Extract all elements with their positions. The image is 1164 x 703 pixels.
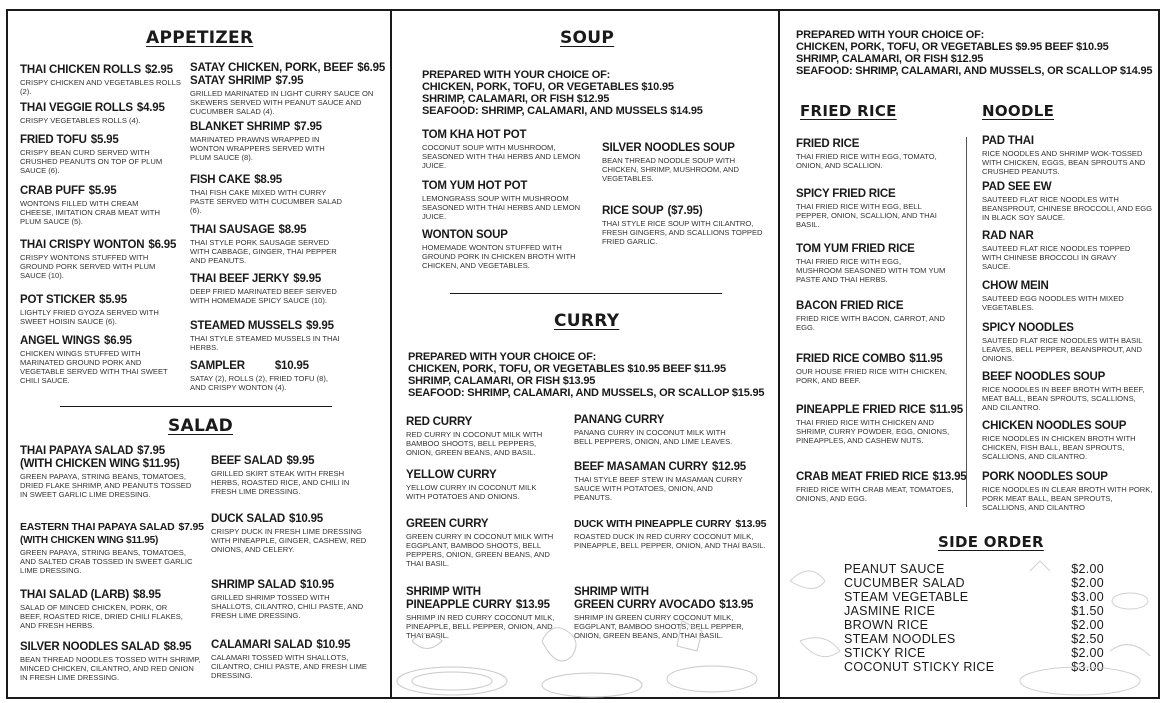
- menu-item: POT STICKER $5.95 LIGHTLY FRIED GYOZA SERVED WITH SWEET HOISIN SAUCE (6).: [20, 294, 159, 326]
- menu-item: CALAMARI SALAD $10.95 CALAMARI TOSSED WITH SHALLOTS, CILANTRO, CHILI PASTE, AND FRESH LIME DRESSING.: [211, 639, 367, 680]
- menu-item: DUCK SALAD $10.95 CRISPY DUCK IN FRESH LIME DRESSING WITH PINEAPPLE, GINGER, CASHEW, RED ONIONS, AND CELERY.: [211, 513, 367, 554]
- side-order-row: STEAM VEGETABLE $3.00: [844, 590, 1104, 604]
- menu-item: PAD THAI RICE NOODLES AND SHRIMP WOK-TOSSED WITH CHICKEN, EGGS, BEAN SPROUTS AND CRUSHED PEANUTS.: [982, 135, 1146, 176]
- menu-sheet: [6, 9, 1160, 699]
- menu-item: BLANKET SHRIMP $7.95 MARINATED PRAWNS WRAPPED IN WONTON WRAPPERS SERVED WITH PLUM SAUCE (8).: [190, 121, 325, 162]
- curry-price-note: PREPARED WITH YOUR CHOICE OF: CHICKEN, PORK, TOFU, OR VEGETABLES $10.95 BEEF $11.95 SHRIMP, CALAMARI, OR FISH $13.95 SEAFOOD: SHRIMP, CALAMARI, AND MUSSELS, OR SCALLOP $15.95: [408, 351, 765, 399]
- menu-item: SHRIMP WITH PINEAPPLE CURRY $13.95 SHRIMP IN RED CURRY COCONUT MILK, PINEAPPLE, BELL PEPPER, ONION, AND THAI BASIL.: [406, 586, 555, 640]
- menu-item: FRIED RICE THAI FRIED RICE WITH EGG, TOMATO, ONION, AND SCALLION.: [796, 138, 937, 170]
- column-appetizer-salad: [8, 11, 390, 697]
- menu-item: FRIED RICE COMBO $11.95 OUR HOUSE FRIED RICE WITH CHICKEN, PORK, AND BEEF.: [796, 353, 948, 385]
- menu-item: SAMPLER $10.95 SATAY (2), ROLLS (2), FRIED TOFU (8), AND CRISPY WONTON (4).: [190, 360, 328, 392]
- soup-price-note: PREPARED WITH YOUR CHOICE OF: CHICKEN, PORK, TOFU, OR VEGETABLES $10.95 SHRIMP, CALAMARI, OR FISH $12.95 SEAFOOD: SHRIMP, CALAMARI, AND MUSSELS $14.95: [422, 69, 703, 117]
- menu-item: THAI SAUSAGE $8.95 THAI STYLE PORK SAUSAGE SERVED WITH CABBAGE, GINGER, THAI PEPPER AND PEANUTS.: [190, 224, 337, 265]
- menu-item: CRAB MEAT FRIED RICE $13.95 FRIED RICE WITH CRAB MEAT, TOMATOES, ONIONS, AND EGG.: [796, 471, 967, 503]
- curry-heading: CURRY: [554, 311, 620, 331]
- menu-item: TOM KHA HOT POT COCONUT SOUP WITH MUSHROOM, SEASONED WITH THAI HERBS AND LEMON JUICE.: [422, 129, 581, 170]
- divider: [450, 293, 722, 294]
- soup-heading: SOUP: [560, 28, 615, 48]
- side-order-row: STEAM NOODLES $2.50: [844, 632, 1104, 646]
- side-order-row: CUCUMBER SALAD $2.00: [844, 576, 1104, 590]
- menu-item: CRAB PUFF $5.95 WONTONS FILLED WITH CREAM CHEESE, IMITATION CRAB MEAT WITH PLUM SAUCE (5).: [20, 185, 160, 226]
- menu-item: PORK NOODLES SOUP RICE NOODLES IN CLEAR BROTH WITH PORK, PORK MEAT BALL, BEAN SPROUTS, SCALLIONS, AND CILANTRO: [982, 471, 1153, 512]
- side-order-row: PEANUT SAUCE $2.00: [844, 562, 1104, 576]
- menu-item: THAI CHICKEN ROLLS $2.95 CRISPY CHICKEN AND VEGETABLES ROLLS (2).: [20, 64, 181, 96]
- column-soup-curry: [390, 11, 778, 697]
- menu-item: PAD SEE EW SAUTEED FLAT RICE NOODLES WITH BEANSPROUT, CHINESE BROCCOLI, AND EGG IN BLACK SOY SAUCE.: [982, 181, 1153, 222]
- side-order-row: JASMINE RICE $1.50: [844, 604, 1104, 618]
- appetizer-heading: APPETIZER: [146, 28, 254, 48]
- menu-item: BEEF SALAD $9.95 GRILLED SKIRT STEAK WITH FRESH HERBS, ROASTED RICE, AND CHILI IN FRESH LIME DRESSING.: [211, 455, 350, 496]
- menu-item: THAI PAPAYA SALAD $7.95 (WITH CHICKEN WING $11.95) GREEN PAPAYA, STRING BEANS, TOMATOES, DRIED FLAKE SHRIMP, AND PEANUTS TOSSED IN SWEET GARLIC LIME DRESSING.: [20, 445, 192, 499]
- menu-item: THAI SALAD (LARB) $8.95 SALAD OF MINCED CHICKEN, PORK, OR BEEF, ROASTED RICE, DRIED CHILI FLAKES, AND FRESH HERBS.: [20, 589, 183, 630]
- menu-item: SHRIMP WITH GREEN CURRY AVOCADO $13.95 SHRIMP IN GREEN CURRY COCONUT MILK, EGGPLANT, BAMBOO SHOOTS, BELL PEPPER, ONION, GREEN BEANS, AND THAI BASIL.: [574, 586, 754, 640]
- menu-item: YELLOW CURRY YELLOW CURRY IN COCONUT MILK WITH POTATOES AND ONIONS.: [406, 469, 537, 501]
- menu-item: BEEF MASAMAN CURRY $12.95 THAI STYLE BEEF STEW IN MASAMAN CURRY SAUCE WITH POTATOES, ONION, AND PEANUTS.: [574, 461, 746, 502]
- menu-item: RED CURRY RED CURRY IN COCONUT MILK WITH BAMBOO SHOOTS, BELL PEPPERS, ONION, GREEN BEANS, AND BASIL.: [406, 416, 543, 457]
- menu-item: SPICY NOODLES SAUTEED FLAT RICE NOODLES WITH BASIL LEAVES, BELL PEPPER, BEANSPROUT, AND ONIONS.: [982, 322, 1143, 363]
- rice-noodle-price-note: PREPARED WITH YOUR CHOICE OF: CHICKEN, PORK, TOFU, OR VEGETABLES $9.95 BEEF $10.95 SHRIMP, CALAMARI, OR FISH $12.95 SEAFOOD: SHRIMP, CALAMARI, AND MUSSELS, OR SCALLOP $14.95: [796, 29, 1153, 77]
- menu-item: THAI VEGGIE ROLLS $4.95 CRISPY VEGETABLES ROLLS (4).: [20, 102, 165, 125]
- side-order-row: COCONUT STICKY RICE $3.00: [844, 660, 1104, 674]
- menu-item: TOM YUM HOT POT LEMONGRASS SOUP WITH MUSHROOM SEASONED WITH THAI HERBS AND LEMON JUICE.: [422, 180, 581, 221]
- divider: [60, 406, 332, 407]
- menu-item: BEEF NOODLES SOUP RICE NOODLES IN BEEF BROTH WITH BEEF, MEAT BALL, BEAN SPROUTS, SCALLIONS, AND CILANTRO.: [982, 371, 1145, 412]
- fried-rice-heading: FRIED RICE: [800, 102, 897, 120]
- menu-item: SHRIMP SALAD $10.95 GRILLED SHRIMP TOSSED WITH SHALLOTS, CILANTRO, CHILI PASTE, AND FRESH LIME DRESSING.: [211, 579, 364, 620]
- menu-item: SILVER NOODLES SOUP BEAN THREAD NOODLE SOUP WITH CHICKEN, SHRIMP, MUSHROOM, AND VEGETABLES.: [602, 142, 739, 183]
- side-order-row: BROWN RICE $2.00: [844, 618, 1104, 632]
- menu-item: SPICY FRIED RICE THAI FRIED RICE WITH EGG, BELL PEPPER, ONION, SCALLION, AND THAI BASIL.: [796, 188, 937, 229]
- menu-item: BACON FRIED RICE FRIED RICE WITH BACON, CARROT, AND EGG.: [796, 300, 945, 332]
- menu-item: RICE SOUP ($7.95) THAI STYLE RICE SOUP WITH CILANTRO, FRESH GINGERS, AND SCALLIONS TOPPED FRIED GARLIC.: [602, 205, 763, 246]
- menu-item: ANGEL WINGS $6.95 CHICKEN WINGS STUFFED WITH MARINATED GROUND PORK AND VEGETABLE SERVED WITH THAI SWEET CHILI SAUCE.: [20, 335, 168, 385]
- salad-heading: SALAD: [168, 416, 234, 436]
- menu-item: FRIED TOFU $5.95 CRISPY BEAN CURD SERVED WITH CRUSHED PEANUTS ON TOP OF PLUM SAUCE (6).: [20, 134, 163, 175]
- divider: [966, 137, 967, 507]
- menu-item: CHOW MEIN SAUTEED EGG NOODLES WITH MIXED VEGETABLES.: [982, 280, 1124, 312]
- menu-item: GREEN CURRY GREEN CURRY IN COCONUT MILK WITH EGGPLANT, BAMBOO SHOOTS, BELL PEPPERS, ONION, GREEN BEANS, AND THAI BASIL.: [406, 518, 554, 568]
- noodle-heading: NOODLE: [982, 102, 1055, 120]
- menu-item: THAI CRISPY WONTON $6.95 CRISPY WONTONS STUFFED WITH GROUND PORK SERVED WITH PLUM SAUCE (10).: [20, 239, 177, 280]
- menu-item: PANANG CURRY PANANG CURRY IN COCONUT MILK WITH BELL PEPPERS, ONION, AND LIME LEAVES.: [574, 414, 733, 446]
- menu-item: SATAY CHICKEN, PORK, BEEF $6.95 SATAY SHRIMP $7.95 GRILLED MARINATED IN LIGHT CURRY SAUCE ON SKEWERS SERVED WITH PEANUT SAUCE AND CUCUMBER SALAD (4).: [190, 62, 386, 116]
- menu-item: RAD NAR SAUTEED FLAT RICE NOODLES TOPPED WITH CHINESE BROCCOLI IN GRAVY SAUCE.: [982, 230, 1131, 271]
- menu-item: TOM YUM FRIED RICE THAI FRIED RICE WITH EGG, MUSHROOM SEASONED WITH TOM YUM PASTE AND THAI HERBS.: [796, 243, 946, 284]
- menu-item: FISH CAKE $8.95 THAI FISH CAKE MIXED WITH CURRY PASTE SERVED WITH CUCUMBER SALAD (6).: [190, 174, 343, 215]
- menu-item: CHICKEN NOODLES SOUP RICE NOODLES IN CHICKEN BROTH WITH CHICKEN, FISH BALL, BEAN SPROUTS, SCALLIONS, AND CILANTRO.: [982, 420, 1136, 461]
- column-rice-noodle: [778, 11, 1160, 697]
- menu-item: WONTON SOUP HOMEMADE WONTON STUFFED WITH GROUND PORK IN CHICKEN BROTH WITH CHICKEN, AND VEGETABLES.: [422, 229, 576, 270]
- menu-item: THAI BEEF JERKY $9.95 DEEP FRIED MARINATED BEEF SERVED WITH HOMEMADE SPICY SAUCE (10).: [190, 273, 337, 305]
- menu-item: EASTERN THAI PAPAYA SALAD $7.95 (WITH CHICKEN WING $11.95) GREEN PAPAYA, STRING BEANS, TOMATOES, AND SALTED CRAB TOSSED IN SWEET GARLIC LIME DRESSING.: [20, 521, 204, 575]
- seafood-illustration-icon: [780, 551, 1160, 699]
- menu-item: SILVER NOODLES SALAD $8.95 BEAN THREAD NOODLES TOSSED WITH SHRIMP, MINCED CHICKEN, CILANTRO, AND RED ONION IN FRESH LIME DRESSING.: [20, 641, 201, 682]
- menu-item: PINEAPPLE FRIED RICE $11.95 THAI FRIED RICE WITH CHICKEN AND SHRIMP, CURRY POWDER, EGG, ONIONS, PINEAPPLES, AND CASHEW NUTS.: [796, 404, 963, 445]
- food-illustration-icon: [392, 581, 778, 699]
- side-order-heading: SIDE ORDER: [938, 533, 1044, 551]
- menu-item: STEAMED MUSSELS $9.95 THAI STYLE STEAMED MUSSELS IN THAI HERBS.: [190, 320, 340, 352]
- menu-item: DUCK WITH PINEAPPLE CURRY $13.95 ROASTED DUCK IN RED CURRY COCONUT MILK, PINEAPPLE, BELL PEPPER, ONION, AND THAI BASIL.: [574, 518, 767, 550]
- side-order-row: STICKY RICE $2.00: [844, 646, 1104, 660]
